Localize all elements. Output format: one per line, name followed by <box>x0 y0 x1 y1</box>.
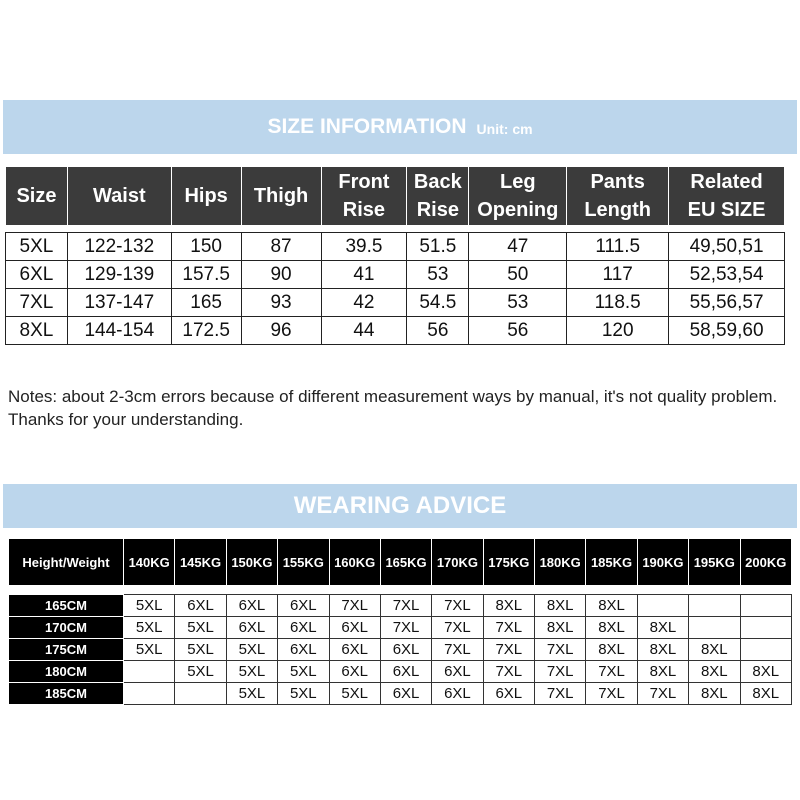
size-table-cell: 96 <box>241 317 321 345</box>
size-table-cell: 120 <box>567 317 669 345</box>
wearing-advice-header-row <box>9 539 792 586</box>
size-table-cell: 52,53,54 <box>669 261 785 289</box>
recommended-size-cell: 6XL <box>278 639 329 661</box>
recommended-size-cell: 7XL <box>432 639 483 661</box>
recommended-size-cell: 7XL <box>432 595 483 617</box>
height-label: 175CM <box>9 639 124 661</box>
size-header-cell <box>469 167 567 226</box>
size-header-text: Length <box>584 199 651 221</box>
weight-header-cell: 200KG <box>740 539 792 586</box>
size-header-cell <box>321 167 407 226</box>
wearing-advice-title: WEARING ADVICE <box>293 492 507 519</box>
height-label: 180CM <box>9 661 124 683</box>
wearing-advice-row <box>9 661 792 683</box>
size-header-text: Back <box>413 171 462 193</box>
recommended-size-cell: 7XL <box>535 661 586 683</box>
size-header-text: Front <box>338 171 390 193</box>
size-table-cell: 129-139 <box>67 261 171 289</box>
recommended-size-cell: 8XL <box>740 683 792 705</box>
recommended-size-cell: 6XL <box>329 661 380 683</box>
recommended-size-cell: 6XL <box>380 639 431 661</box>
size-table-cell: 42 <box>321 289 407 317</box>
recommended-size-cell: 8XL <box>483 595 534 617</box>
recommended-size-cell: 8XL <box>689 661 740 683</box>
size-header-cell <box>171 167 241 226</box>
recommended-size-cell: 8XL <box>586 639 637 661</box>
recommended-size-cell: 7XL <box>586 661 637 683</box>
size-table-row <box>6 261 785 289</box>
recommended-size-cell <box>689 595 740 617</box>
size-table-cell: 144-154 <box>67 317 171 345</box>
weight-header-cell: 155KG <box>278 539 329 586</box>
size-table-cell: 87 <box>241 233 321 261</box>
size-header-text: Related <box>690 171 763 193</box>
recommended-size-cell: 5XL <box>278 661 329 683</box>
recommended-size-cell: 8XL <box>689 639 740 661</box>
size-header-cell <box>669 167 785 226</box>
weight-header-cell: 180KG <box>535 539 586 586</box>
size-table-cell: 172.5 <box>171 317 241 345</box>
recommended-size-cell: 5XL <box>175 617 226 639</box>
size-table-cell: 165 <box>171 289 241 317</box>
size-table-cell: 56 <box>469 317 567 345</box>
weight-header-cell: 175KG <box>483 539 534 586</box>
wearing-advice-header <box>8 538 792 586</box>
recommended-size-cell <box>740 639 792 661</box>
recommended-size-cell: 7XL <box>535 639 586 661</box>
size-table-cell: 118.5 <box>567 289 669 317</box>
wearing-advice-row <box>9 617 792 639</box>
recommended-size-cell: 7XL <box>432 617 483 639</box>
recommended-size-cell: 7XL <box>535 683 586 705</box>
weight-header-cell: 150KG <box>226 539 277 586</box>
recommended-size-cell: 6XL <box>483 683 534 705</box>
size-table-cell: 90 <box>241 261 321 289</box>
recommended-size-cell: 7XL <box>483 617 534 639</box>
size-table-row <box>6 289 785 317</box>
recommended-size-cell: 5XL <box>226 639 277 661</box>
recommended-size-cell: 5XL <box>329 683 380 705</box>
size-table-cell: 53 <box>407 261 469 289</box>
recommended-size-cell <box>175 683 226 705</box>
size-table-cell: 93 <box>241 289 321 317</box>
size-table-cell: 56 <box>407 317 469 345</box>
recommended-size-cell: 5XL <box>124 595 175 617</box>
recommended-size-cell: 8XL <box>689 683 740 705</box>
size-table-cell: 137-147 <box>67 289 171 317</box>
unit-label: Unit: cm <box>476 121 533 137</box>
size-table-row <box>6 317 785 345</box>
recommended-size-cell: 8XL <box>637 661 688 683</box>
recommended-size-cell: 8XL <box>637 639 688 661</box>
size-table-cell: 54.5 <box>407 289 469 317</box>
size-header-text: Rise <box>342 199 386 221</box>
recommended-size-cell: 6XL <box>432 661 483 683</box>
recommended-size-cell: 8XL <box>535 595 586 617</box>
recommended-size-cell: 6XL <box>380 683 431 705</box>
size-header-cell <box>6 167 68 226</box>
size-table-cell: 47 <box>469 233 567 261</box>
recommended-size-cell: 5XL <box>175 661 226 683</box>
recommended-size-cell: 7XL <box>637 683 688 705</box>
size-table-cell: 5XL <box>6 233 68 261</box>
size-table-cell: 44 <box>321 317 407 345</box>
recommended-size-cell <box>689 617 740 639</box>
height-label: 170CM <box>9 617 124 639</box>
size-header-text: Pants <box>590 171 645 193</box>
recommended-size-cell <box>740 617 792 639</box>
size-table-cell: 117 <box>567 261 669 289</box>
recommended-size-cell: 5XL <box>226 683 277 705</box>
size-header-text: Thigh <box>253 185 309 207</box>
weight-header-cell: 145KG <box>175 539 226 586</box>
recommended-size-cell: 6XL <box>226 595 277 617</box>
recommended-size-cell <box>637 595 688 617</box>
recommended-size-cell: 7XL <box>483 639 534 661</box>
weight-header-cell: 190KG <box>637 539 688 586</box>
recommended-size-cell: 5XL <box>124 617 175 639</box>
weight-header-cell: 185KG <box>586 539 637 586</box>
recommended-size-cell: 5XL <box>226 661 277 683</box>
size-information-banner <box>3 100 797 154</box>
size-table-cell: 50 <box>469 261 567 289</box>
size-information-table <box>5 166 785 345</box>
height-weight-corner-label: Height/Weight <box>9 539 124 586</box>
size-header-text: Waist <box>93 185 146 207</box>
recommended-size-cell: 5XL <box>278 683 329 705</box>
weight-header-cell: 170KG <box>432 539 483 586</box>
recommended-size-cell: 6XL <box>278 617 329 639</box>
size-table-cell: 6XL <box>6 261 68 289</box>
weight-header-cell: 165KG <box>380 539 431 586</box>
recommended-size-cell: 6XL <box>226 617 277 639</box>
notes-text: Notes: about 2-3cm errors because of different measurement ways by manual, it's not quality problem. <box>8 387 778 406</box>
recommended-size-cell: 7XL <box>380 595 431 617</box>
size-table-cell: 51.5 <box>407 233 469 261</box>
thanks-text: Thanks for your understanding. <box>8 410 244 429</box>
recommended-size-cell: 6XL <box>175 595 226 617</box>
size-header-text: Opening <box>477 199 559 221</box>
size-table-cell: 39.5 <box>321 233 407 261</box>
recommended-size-cell: 8XL <box>740 661 792 683</box>
size-header-text: Leg <box>500 171 536 193</box>
recommended-size-cell <box>740 595 792 617</box>
size-table-cell: 150 <box>171 233 241 261</box>
recommended-size-cell: 8XL <box>586 595 637 617</box>
weight-header-cell: 140KG <box>124 539 175 586</box>
recommended-size-cell: 7XL <box>483 661 534 683</box>
height-label: 185CM <box>9 683 124 705</box>
recommended-size-cell: 8XL <box>535 617 586 639</box>
recommended-size-cell: 7XL <box>380 617 431 639</box>
recommended-size-cell: 6XL <box>432 683 483 705</box>
recommended-size-cell: 5XL <box>124 639 175 661</box>
recommended-size-cell <box>124 661 175 683</box>
size-table-cell: 58,59,60 <box>669 317 785 345</box>
recommended-size-cell: 6XL <box>329 617 380 639</box>
notes-block <box>8 385 788 431</box>
wearing-advice-banner <box>3 484 797 528</box>
recommended-size-cell: 8XL <box>637 617 688 639</box>
size-table-cell: 111.5 <box>567 233 669 261</box>
size-table-header-row <box>6 167 785 226</box>
size-header-text: EU SIZE <box>687 199 766 221</box>
wearing-advice-table <box>8 594 792 705</box>
size-table-cell: 122-132 <box>67 233 171 261</box>
wearing-advice-row <box>9 639 792 661</box>
size-table-cell: 53 <box>469 289 567 317</box>
size-header-cell <box>407 167 469 226</box>
recommended-size-cell: 7XL <box>329 595 380 617</box>
size-table-cell: 41 <box>321 261 407 289</box>
weight-header-cell: 160KG <box>329 539 380 586</box>
recommended-size-cell: 6XL <box>278 595 329 617</box>
size-header-text: Rise <box>416 199 459 221</box>
size-header-cell <box>67 167 171 226</box>
wearing-advice-row <box>9 683 792 705</box>
recommended-size-cell: 6XL <box>380 661 431 683</box>
size-header-cell <box>567 167 669 226</box>
size-header-text: Size <box>16 185 57 207</box>
size-header-text: Hips <box>184 185 228 207</box>
recommended-size-cell: 8XL <box>586 617 637 639</box>
size-table-cell: 7XL <box>6 289 68 317</box>
height-label: 165CM <box>9 595 124 617</box>
size-table-row <box>6 233 785 261</box>
recommended-size-cell: 5XL <box>175 639 226 661</box>
size-table-cell: 49,50,51 <box>669 233 785 261</box>
size-table-cell: 8XL <box>6 317 68 345</box>
size-information-title: SIZE INFORMATION <box>267 115 467 138</box>
weight-header-cell: 195KG <box>689 539 740 586</box>
wearing-advice-row <box>9 595 792 617</box>
recommended-size-cell: 6XL <box>329 639 380 661</box>
size-table-cell: 157.5 <box>171 261 241 289</box>
recommended-size-cell: 7XL <box>586 683 637 705</box>
size-header-cell <box>241 167 321 226</box>
size-table-cell: 55,56,57 <box>669 289 785 317</box>
recommended-size-cell <box>124 683 175 705</box>
